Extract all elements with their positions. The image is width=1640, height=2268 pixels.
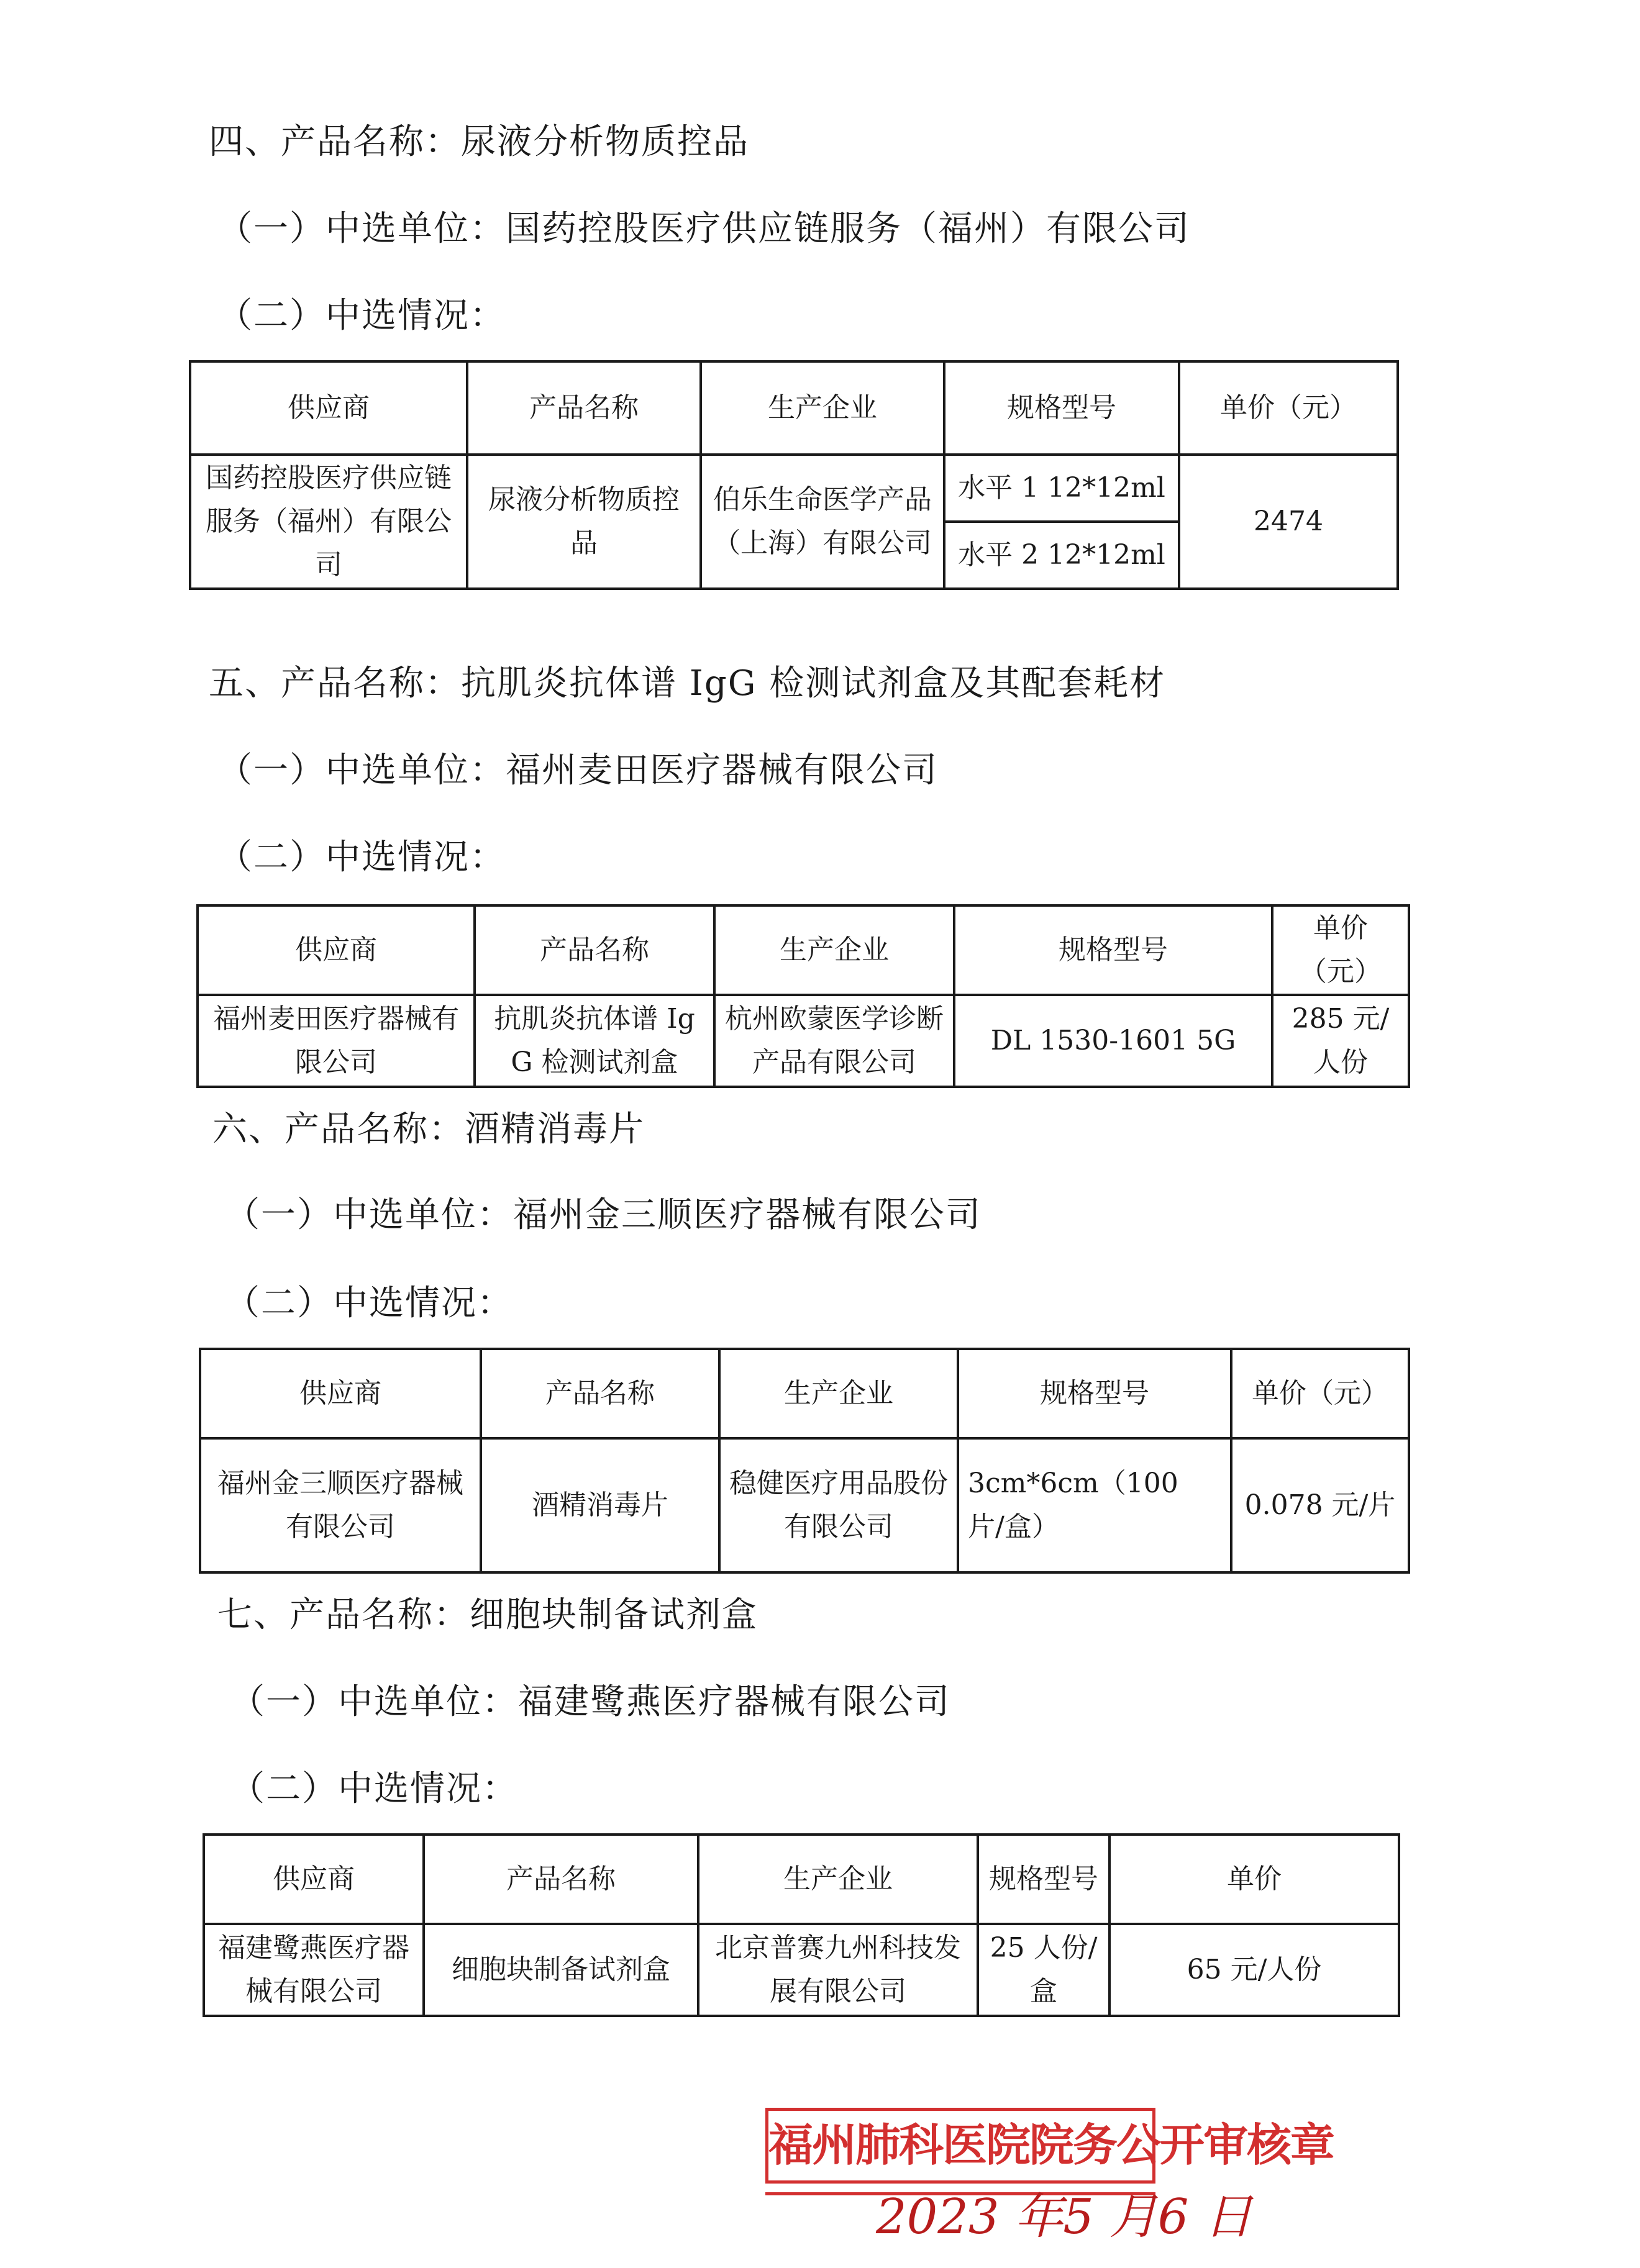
header-manufacturer: 生产企业 xyxy=(719,1349,958,1438)
header-manufacturer: 生产企业 xyxy=(714,905,954,995)
cell-supplier: 国药控股医疗供应链服务（福州）有限公司 xyxy=(190,455,467,589)
cell-spec: DL 1530-1601 5G xyxy=(954,995,1272,1087)
cell-spec: 3cm*6cm（100 片/盒） xyxy=(958,1438,1231,1572)
table-header-row xyxy=(198,905,1409,995)
award-table xyxy=(199,1348,1410,1574)
cell-manufacturer: 杭州欧蒙医学诊断产品有限公司 xyxy=(714,995,954,1087)
cell-price: 65 元/人份 xyxy=(1109,1924,1399,2016)
details-label: （二）中选情况： xyxy=(217,837,506,878)
cell-product: 酒精消毒片 xyxy=(481,1438,719,1572)
details-label: （二）中选情况： xyxy=(225,1283,513,1323)
header-product: 产品名称 xyxy=(424,1835,698,1924)
header-product: 产品名称 xyxy=(467,361,701,455)
cell-product: 尿液分析物质控品 xyxy=(467,455,701,589)
header-spec: 规格型号 xyxy=(944,361,1179,455)
cell-product: 抗肌炎抗体谱 IgG 检测试剂盒 xyxy=(475,995,714,1087)
table-row xyxy=(200,1438,1409,1572)
header-supplier: 供应商 xyxy=(204,1835,424,1924)
table-row xyxy=(204,1924,1399,2016)
cell-manufacturer: 稳健医疗用品股份有限公司 xyxy=(719,1438,958,1572)
header-supplier: 供应商 xyxy=(190,361,467,455)
cell-price: 0.078 元/片 xyxy=(1231,1438,1409,1572)
section-heading: 六、产品名称：酒精消毒片 xyxy=(212,1109,645,1150)
winner-line: （一）中选单位：福州金三顺医疗器械有限公司 xyxy=(225,1195,982,1235)
header-spec: 规格型号 xyxy=(958,1349,1231,1438)
section-heading: 五、产品名称：抗肌炎抗体谱 IgG 检测试剂盒及其配套耗材 xyxy=(209,663,1166,704)
header-spec: 规格型号 xyxy=(978,1835,1109,1924)
award-table xyxy=(196,904,1410,1088)
details-label: （二）中选情况： xyxy=(217,296,506,336)
section-heading: 七、产品名称：细胞块制备试剂盒 xyxy=(217,1595,758,1635)
cell-price: 2474 xyxy=(1179,455,1398,589)
cell-spec: 25 人份/盒 xyxy=(978,1924,1109,2016)
review-stamp: 福州肺科医院院务公开审核章 xyxy=(765,2108,1155,2184)
table-row xyxy=(198,995,1409,1087)
header-price: 单价（元） xyxy=(1231,1349,1409,1438)
table-header-row xyxy=(200,1349,1409,1438)
header-product: 产品名称 xyxy=(475,905,714,995)
cell-manufacturer: 伯乐生命医学产品（上海）有限公司 xyxy=(701,455,944,589)
table-header-row xyxy=(190,361,1398,455)
header-product: 产品名称 xyxy=(481,1349,719,1438)
header-price: 单价（元） xyxy=(1272,905,1409,995)
header-manufacturer: 生产企业 xyxy=(698,1835,978,1924)
cell-spec-level-1: 水平 1 12*12ml xyxy=(944,455,1179,522)
details-label: （二）中选情况： xyxy=(230,1769,518,1809)
header-supplier: 供应商 xyxy=(200,1349,481,1438)
cell-supplier: 福建鹭燕医疗器械有限公司 xyxy=(204,1924,424,2016)
cell-price: 285 元/人份 xyxy=(1272,995,1409,1087)
header-price: 单价 xyxy=(1109,1835,1399,1924)
award-table xyxy=(189,360,1399,590)
table-header-row xyxy=(204,1835,1399,1924)
table-row xyxy=(190,455,1398,522)
header-spec: 规格型号 xyxy=(954,905,1272,995)
cell-supplier: 福州麦田医疗器械有限公司 xyxy=(198,995,475,1087)
award-table xyxy=(203,1833,1400,2017)
section-heading: 四、产品名称：尿液分析物质控品 xyxy=(209,122,749,162)
winner-line: （一）中选单位：福建鹭燕医疗器械有限公司 xyxy=(230,1682,950,1722)
cell-spec-level-2: 水平 2 12*12ml xyxy=(944,522,1179,589)
cell-product: 细胞块制备试剂盒 xyxy=(424,1924,698,2016)
winner-line: （一）中选单位：国药控股医疗供应链服务（福州）有限公司 xyxy=(217,209,1190,249)
stamp-date: 2023 年5 月6 日 xyxy=(876,2189,1253,2245)
winner-line: （一）中选单位：福州麦田医疗器械有限公司 xyxy=(217,750,938,791)
header-manufacturer: 生产企业 xyxy=(701,361,944,455)
header-price: 单价（元） xyxy=(1179,361,1398,455)
header-supplier: 供应商 xyxy=(198,905,475,995)
cell-manufacturer: 北京普赛九州科技发展有限公司 xyxy=(698,1924,978,2016)
cell-supplier: 福州金三顺医疗器械有限公司 xyxy=(200,1438,481,1572)
